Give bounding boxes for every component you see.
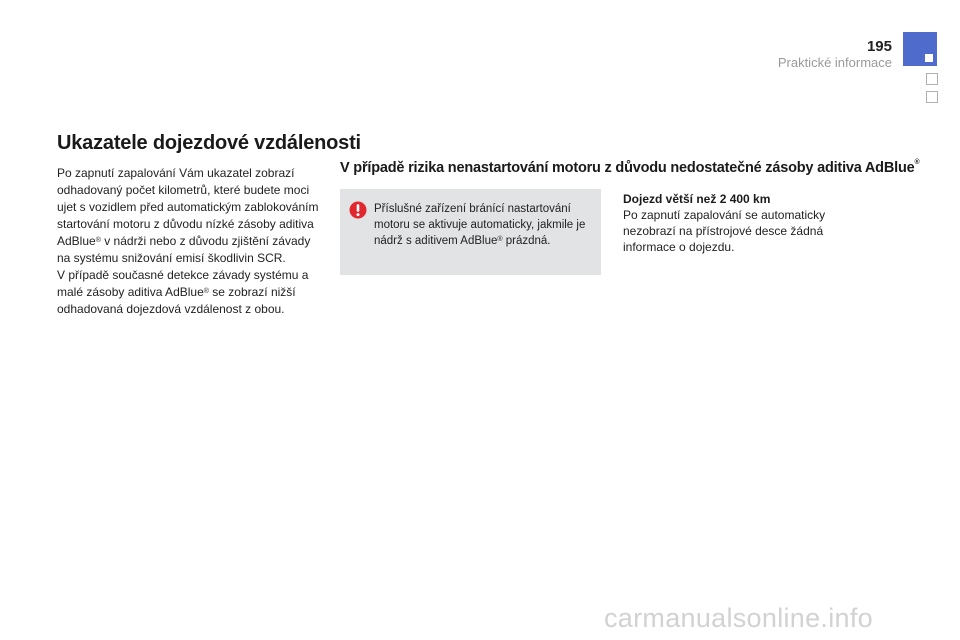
chapter-tab[interactable] <box>926 73 938 85</box>
page-number: 195 <box>866 38 892 55</box>
text-fragment: se zobrazí nižší odhadovaná dojezdová vzdálenost z obou. <box>57 285 296 316</box>
info-title: Dojezd větší než 2 400 km <box>623 192 771 206</box>
tab-marker-icon <box>925 54 933 62</box>
section-heading <box>340 159 920 176</box>
watermark: carmanualsonline.info <box>604 603 873 633</box>
page-heading: Ukazatele dojezdové vzdálenosti <box>57 132 361 154</box>
registered-mark: ® <box>95 237 101 244</box>
registered-mark: ® <box>497 236 503 243</box>
warning-text <box>374 201 596 249</box>
chapter-tab[interactable] <box>926 91 938 103</box>
heading-text: V případě rizika nenastartování motoru z důvodu nedostatečné zásoby aditiva AdBlue <box>340 160 915 176</box>
warning-exclamation-icon <box>349 201 367 219</box>
range-description <box>57 165 319 318</box>
text-fragment: Příslušné zařízení bránící nastartování motoru se aktivuje automaticky, jakmile je nádrž s aditivem AdBlue <box>374 203 586 247</box>
registered-mark: ® <box>914 159 920 166</box>
registered-mark: ® <box>203 288 209 295</box>
text-fragment: prázdná. <box>502 235 551 247</box>
text-fragment: V případě současné detekce závady systému a malé zásoby aditiva AdBlue <box>57 268 309 299</box>
text-fragment: Po zapnutí zapalování Vám ukazatel zobrazí odhadovaný počet kilometrů, které budete moci ujet s vozidlem před automatickým zablokováním startování motoru z důvodu nízké zásoby aditiva AdBlue <box>57 166 319 248</box>
info-text: Po zapnutí zapalování se automaticky nezobrazí na přístrojové desce žádná informace o dojezdu. <box>623 208 826 254</box>
range-info <box>623 191 843 255</box>
text-fragment: v nádrži nebo z důvodu zjištění závady na systému snižování emisí škodlivin SCR. <box>57 234 311 265</box>
warning-note <box>340 189 601 275</box>
section-title: Praktické informace <box>777 55 892 70</box>
chapter-tab-active[interactable] <box>903 32 937 66</box>
